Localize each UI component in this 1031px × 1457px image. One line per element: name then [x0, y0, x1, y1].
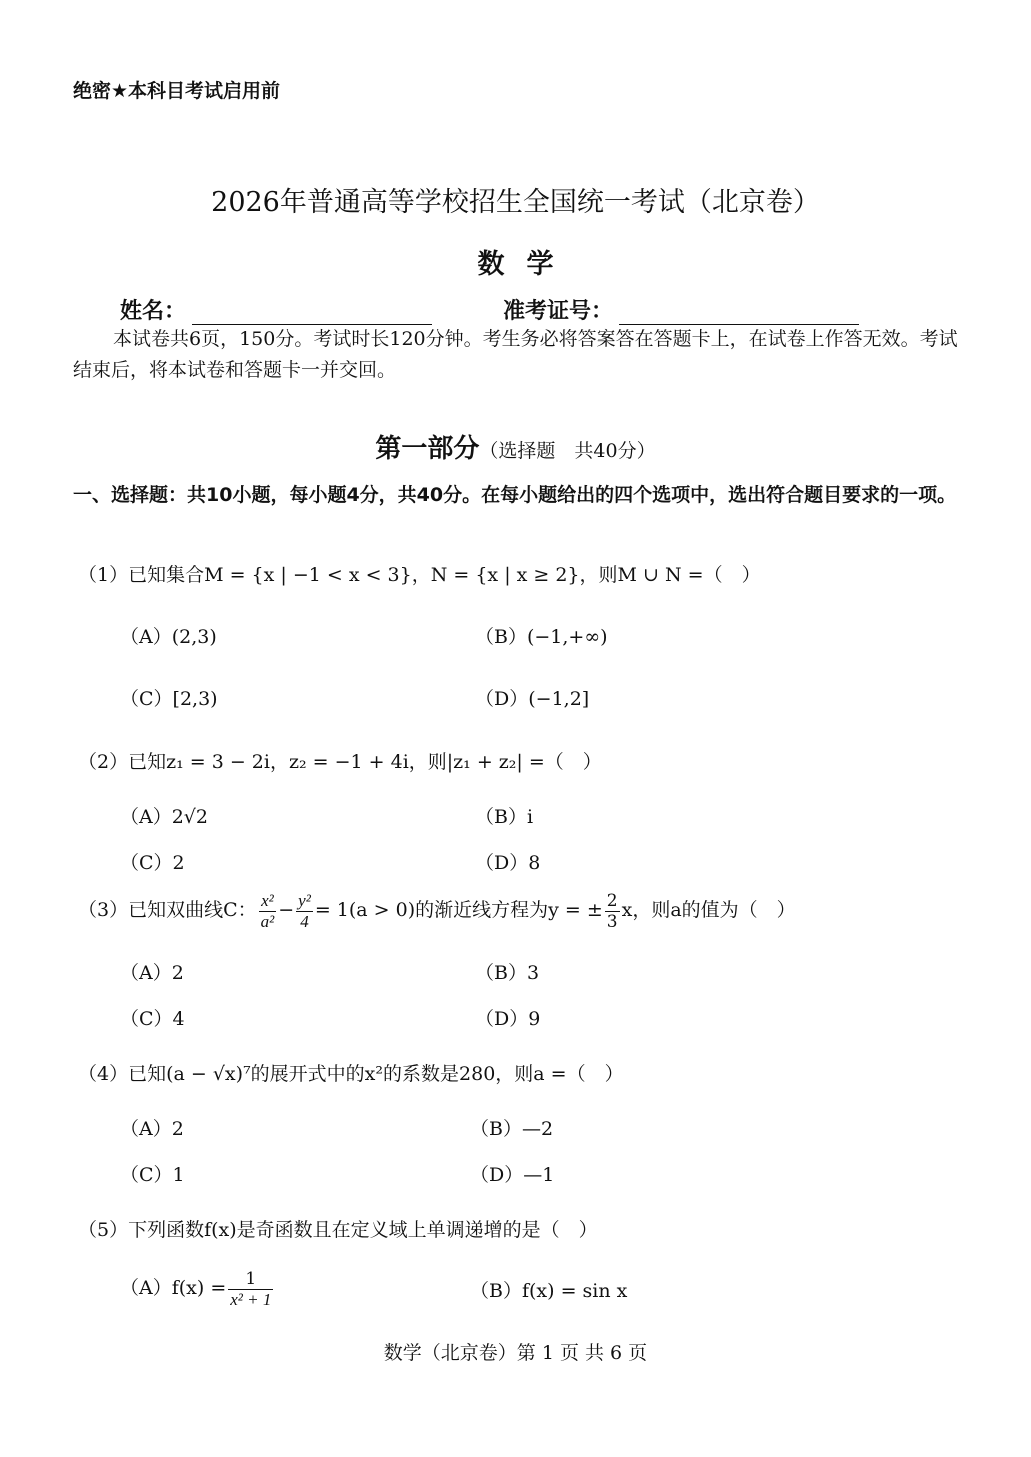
id-field — [503, 294, 859, 325]
question-4-option-a: （A）2 — [120, 1118, 184, 1140]
question-4-option-d: （D）—1 — [470, 1164, 555, 1186]
question-3-fraction-slope — [605, 891, 620, 932]
question-1-option-d: （D）(−1,2] — [475, 688, 590, 710]
exam-title: 2026年普通高等学校招生全国统一考试（北京卷） — [211, 187, 820, 218]
question-3-fraction-x-den: a² — [260, 911, 275, 931]
question-5-stem: （5）下列函数f(x)是奇函数且在定义域上单调递增的是（ ） — [78, 1219, 598, 1241]
question-3-option-a: （A）2 — [120, 962, 184, 984]
instructions: 本试卷共6页，150分。考试时长120分钟。考生务必将答案答在答题卡上，在试卷上作答无效。考试结束后，将本试卷和答题卡一并交回。 — [73, 328, 958, 381]
question-3-minus: − — [278, 899, 295, 921]
question-3-fraction-y-den: 4 — [300, 911, 309, 931]
question-2-option-d: （D）8 — [475, 852, 541, 874]
question-3-option-d: （D）9 — [475, 1008, 541, 1030]
id-blank[interactable] — [619, 304, 859, 325]
question-3-fraction-y — [296, 891, 313, 932]
question-5-option-a-num: 1 — [228, 1269, 273, 1290]
section-instructions: 一、选择题：共10小题，每小题4分，共40分。在每小题给出的四个选项中，选出符合题目要求的一项。 — [73, 484, 957, 506]
question-3-fraction-x-num: x² — [259, 891, 277, 912]
question-3-middle: = 1(a > 0)的渐近线方程为y = ± — [314, 899, 603, 921]
name-blank[interactable] — [192, 304, 432, 325]
question-5-option-a — [120, 1264, 275, 1312]
question-2-option-c: （C）2 — [120, 852, 185, 874]
question-1-option-a: （A）(2,3) — [120, 626, 217, 648]
question-5-option-a-den: x² + 1 — [230, 1289, 272, 1309]
question-2-option-b: （B）i — [475, 806, 534, 828]
question-1-option-c: （C）[2,3) — [120, 688, 218, 710]
question-1-option-b: （B）(−1,+∞) — [475, 626, 608, 648]
question-3-fraction-slope-num: 2 — [606, 890, 618, 911]
question-4-option-b: （B）—2 — [470, 1118, 554, 1140]
question-3-option-c: （C）4 — [120, 1008, 185, 1030]
question-3-suffix: x，则a的值为（ ） — [621, 899, 796, 921]
question-5-option-b: （B）f(x) = sin x — [470, 1280, 628, 1302]
part-heading — [0, 428, 1031, 465]
page-footer: 数学（北京卷）第 1 页 共 6 页 — [383, 1342, 648, 1364]
question-4-stem: （4）已知(a − √x)⁷的展开式中的x²的系数是280，则a =（ ） — [78, 1063, 624, 1085]
question-3-fraction-y-num: y² — [298, 890, 311, 910]
id-label: 准考证号： — [503, 299, 614, 324]
question-3-fraction-x — [259, 891, 277, 932]
part-title: 第一部分 — [375, 434, 480, 464]
question-3-stem — [78, 888, 796, 932]
part-subtitle: （选择题 共40分） — [479, 440, 656, 462]
question-3-prefix: （3）已知双曲线C： — [78, 899, 257, 921]
confidential-notice: 绝密★本科目考试启用前 — [73, 80, 281, 102]
question-1-stem: （1）已知集合M = {x | −1 < x < 3}，N = {x | x ≥ 2}，则M ∪ N =（ ） — [78, 564, 761, 586]
subject-title: 数学 — [477, 249, 576, 280]
question-2-option-a: （A）2√2 — [120, 806, 209, 828]
name-field — [120, 294, 432, 325]
question-4-option-c: （C）1 — [120, 1164, 185, 1186]
name-label: 姓名： — [120, 299, 187, 324]
question-3-fraction-slope-den: 3 — [606, 911, 618, 932]
question-2-stem: （2）已知z₁ = 3 − 2i，z₂ = −1 + 4i，则|z₁ + z₂| =（ ） — [78, 751, 602, 773]
question-5-option-a-fraction — [228, 1269, 273, 1310]
question-3-option-b: （B）3 — [475, 962, 540, 984]
question-5-option-a-prefix: （A）f(x) = — [120, 1277, 227, 1299]
